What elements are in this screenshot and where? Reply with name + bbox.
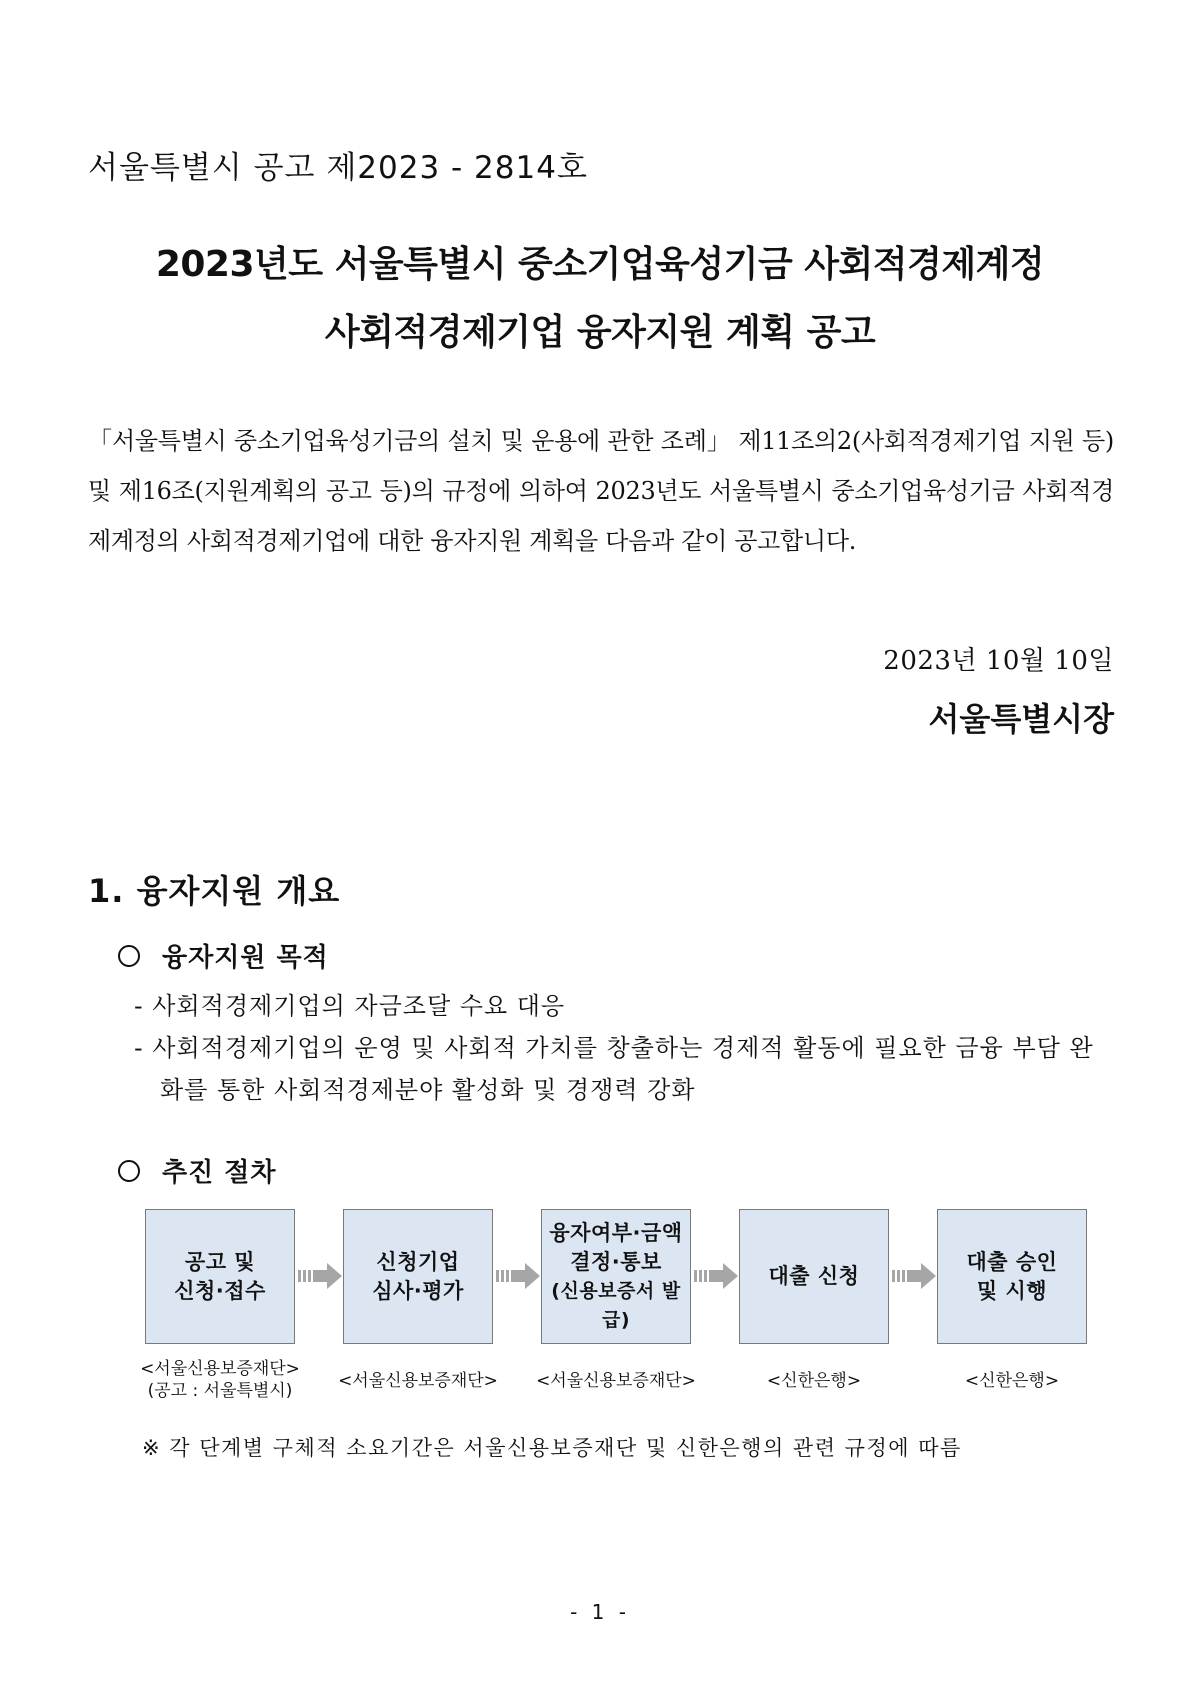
step-line: 대출 승인 bbox=[966, 1249, 1058, 1274]
step-agency-line: <서울신용보증재단> bbox=[140, 1359, 300, 1379]
page-title-line1: 2023년도 서울특별시 중소기업육성기금 사회적경제계정 bbox=[155, 244, 1045, 285]
step-agency-line: (공고 : 서울특별시) bbox=[147, 1381, 293, 1401]
process-step-1 bbox=[145, 1209, 295, 1344]
step-agency-line: <서울신용보증재단> bbox=[338, 1371, 498, 1391]
signer: 서울특별시장 bbox=[928, 700, 1114, 738]
page-number: - 1 - bbox=[570, 1600, 630, 1624]
right-arrow-icon bbox=[892, 1263, 936, 1289]
process-step-2 bbox=[343, 1209, 493, 1344]
hollow-circle-icon bbox=[118, 945, 140, 967]
step-line: 공고 및 bbox=[184, 1249, 256, 1274]
hollow-circle-icon bbox=[118, 1160, 140, 1182]
list-item-text: - 사회적경제기업의 운영 및 사회적 가치를 창출하는 경제적 활동에 필요한 금융 부담 완화를 통한 사회적경제분야 활성화 및 경쟁력 강화 bbox=[134, 1034, 1094, 1104]
list-item bbox=[134, 985, 1114, 1027]
step-agency bbox=[323, 1370, 513, 1392]
step-agency-line: <신한은행> bbox=[964, 1371, 1060, 1391]
step-line: 신청기업 bbox=[376, 1249, 460, 1274]
step-agency bbox=[521, 1370, 711, 1392]
page-title-line2: 사회적경제기업 융자지원 계획 공고 bbox=[324, 312, 876, 353]
step-line: 대출 신청 bbox=[768, 1264, 860, 1288]
step-line: 결정·통보 bbox=[570, 1249, 662, 1274]
step-line: 융자여부·금액 bbox=[549, 1220, 683, 1245]
section-heading: 1. 융자지원 개요 bbox=[88, 872, 341, 910]
right-arrow-icon bbox=[496, 1263, 540, 1289]
step-agency-line: <서울신용보증재단> bbox=[536, 1371, 696, 1391]
step-agency bbox=[917, 1370, 1107, 1392]
process-step-3 bbox=[541, 1209, 691, 1344]
right-arrow-icon bbox=[298, 1263, 342, 1289]
step-line: (신용보증서 발급) bbox=[551, 1279, 681, 1331]
step-line: 심사·평가 bbox=[372, 1278, 464, 1303]
list-item bbox=[134, 1027, 1114, 1111]
announcement-date: 2023년 10월 10일 bbox=[883, 646, 1114, 676]
intro-paragraph: 「서울특별시 중소기업육성기금의 설치 및 운용에 관한 조례」 제11조의2(사회적경제기업 지원 등) 및 제16조(지원계획의 공고 등)의 규정에 의하여 2023년도 서울특별시 중소기업육성기금 사회적경제계정의 사회적경제기업에 대한 융자지원 계획을 다음과 같이 공고합니다. bbox=[88, 427, 1114, 555]
notice-number: 서울특별시 공고 제2023 - 2814호 bbox=[88, 150, 588, 186]
purpose-heading bbox=[118, 937, 329, 974]
process-step-5 bbox=[937, 1209, 1087, 1344]
process-step-4 bbox=[739, 1209, 889, 1344]
list-item-text: - 사회적경제기업의 자금조달 수요 대응 bbox=[134, 992, 566, 1020]
step-agency bbox=[125, 1358, 315, 1402]
right-arrow-icon bbox=[694, 1263, 738, 1289]
procedure-note: ※ 각 단계별 구체적 소요기간은 서울신용보증재단 및 신한은행의 관련 규정에 따름 bbox=[142, 1436, 962, 1460]
step-agency-line: <신한은행> bbox=[766, 1371, 862, 1391]
step-line: 신청·접수 bbox=[174, 1278, 266, 1303]
purpose-heading-label: 융자지원 목적 bbox=[162, 943, 329, 973]
procedure-heading bbox=[118, 1152, 277, 1189]
step-agency bbox=[719, 1370, 909, 1392]
procedure-heading-label: 추진 절차 bbox=[162, 1158, 277, 1188]
step-line: 및 시행 bbox=[976, 1278, 1048, 1303]
